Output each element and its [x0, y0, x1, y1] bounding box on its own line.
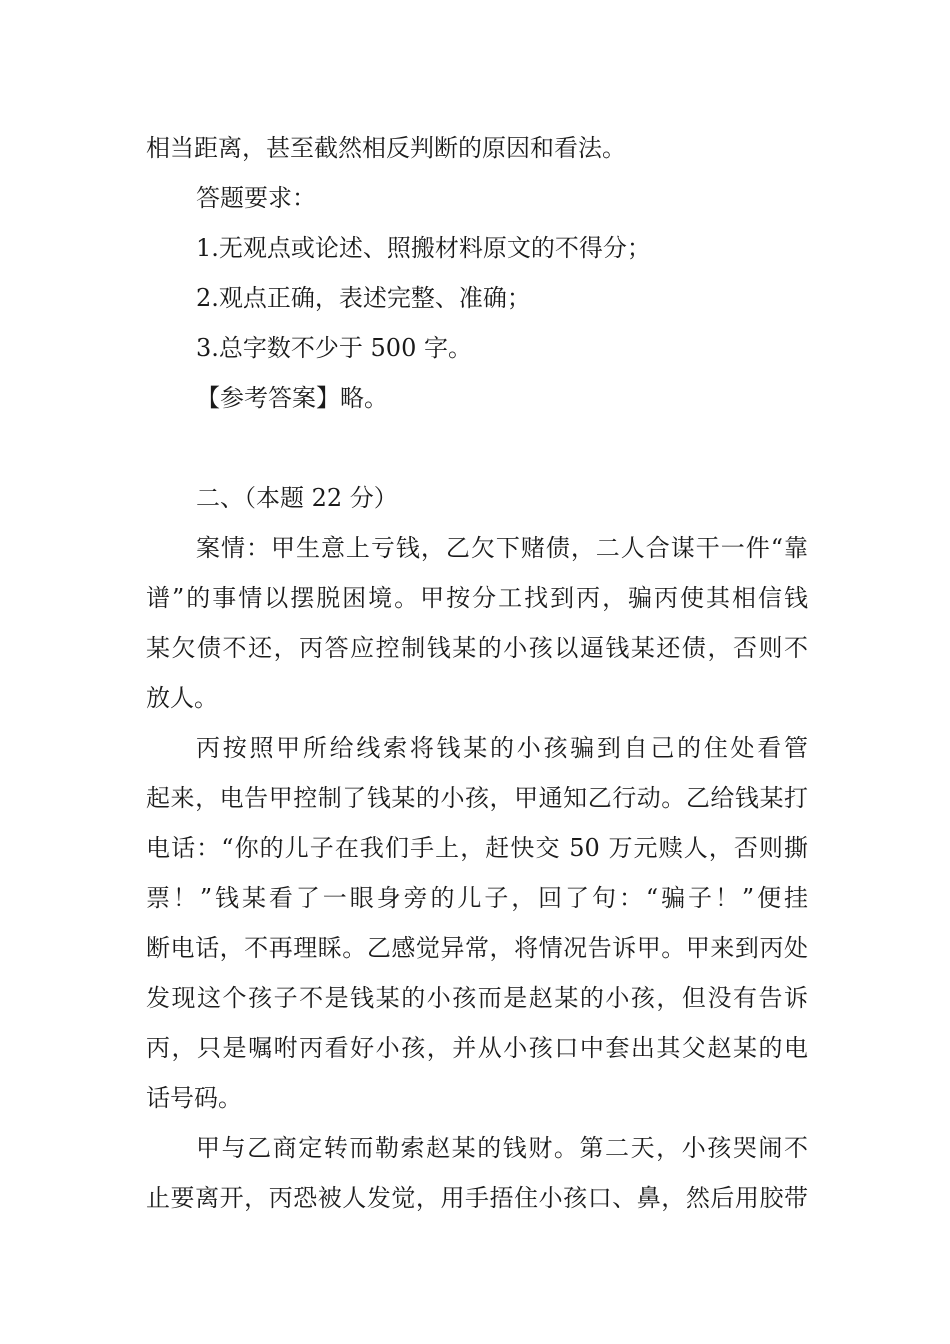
text-line: 起来，电告甲控制了钱某的小孩，甲通知乙行动。乙给钱某打: [146, 784, 808, 812]
requirement-item-1: 1.无观点或论述、照搬材料原文的不得分；: [196, 234, 651, 262]
requirement-item-2: 2.观点正确，表述完整、准确；: [196, 284, 531, 312]
text-line: 丙按照甲所给线索将钱某的小孩骗到自己的住处看管: [196, 734, 808, 762]
text-line: 话号码。: [146, 1084, 242, 1112]
text-line: 相当距离，甚至截然相反判断的原因和看法。: [146, 134, 626, 162]
text-line: 案情：甲生意上亏钱，乙欠下赌债，二人合谋干一件“靠: [196, 534, 808, 562]
text-line: 电话：“你的儿子在我们手上，赶快交 50 万元赎人，否则撕: [146, 834, 808, 862]
text-line: 甲与乙商定转而勒索赵某的钱财。第二天，小孩哭闹不: [196, 1134, 808, 1162]
question-heading: 二、（本题 22 分）: [196, 484, 398, 512]
text-line: 票！”钱某看了一眼身旁的儿子，回了句：“骗子！”便挂: [146, 884, 808, 912]
text-line: 谱”的事情以摆脱困境。甲按分工找到丙，骗丙使其相信钱: [146, 584, 808, 612]
reference-answer: 【参考答案】略。: [196, 384, 388, 412]
section-label-requirements: 答题要求：: [196, 184, 316, 212]
text-line: 某欠债不还，丙答应控制钱某的小孩以逼钱某还债，否则不: [146, 634, 808, 662]
text-line: 丙，只是嘱咐丙看好小孩，并从小孩口中套出其父赵某的电: [146, 1034, 808, 1062]
text-line: 发现这个孩子不是钱某的小孩而是赵某的小孩，但没有告诉: [146, 984, 808, 1012]
text-line: 断电话，不再理睬。乙感觉异常，将情况告诉甲。甲来到丙处: [146, 934, 808, 962]
text-line: 放人。: [146, 684, 218, 712]
requirement-item-3: 3.总字数不少于 500 字。: [196, 334, 472, 362]
text-line: 止要离开，丙恐被人发觉，用手捂住小孩口、鼻，然后用胶带: [146, 1184, 808, 1212]
